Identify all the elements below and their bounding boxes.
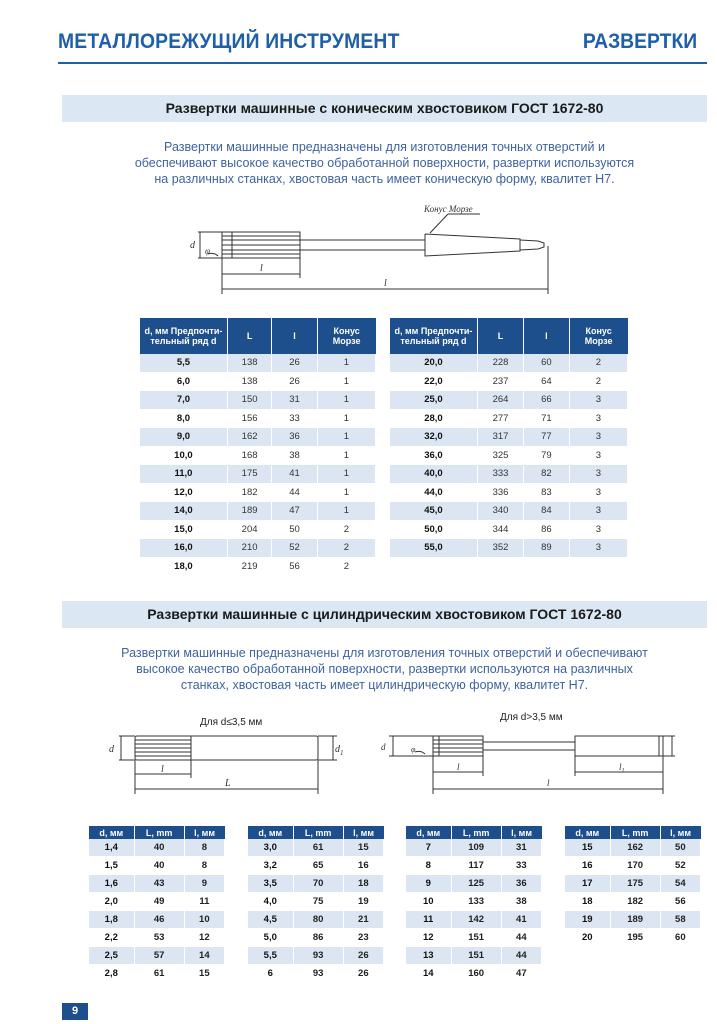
table-cell: 219 <box>227 557 271 576</box>
table-cell: 2 <box>569 372 627 391</box>
table-row <box>140 372 376 391</box>
table-row <box>565 839 701 857</box>
table-row <box>89 929 225 947</box>
col-header: l, мм <box>184 826 224 839</box>
table-cell: 160 <box>451 965 501 983</box>
table-cell: 21 <box>343 911 383 929</box>
table-row <box>390 539 628 558</box>
table-cell: 57 <box>134 947 184 965</box>
page-number: 9 <box>62 1003 88 1020</box>
table-cell: 151 <box>451 947 501 965</box>
table-cell: 333 <box>477 465 523 484</box>
drawing-large-caption: Для d>3,5 мм <box>500 712 563 723</box>
table-cell: 3 <box>569 391 627 410</box>
table-cell: 10 <box>406 893 451 911</box>
table-cell: 61 <box>293 839 343 857</box>
table-cell: 195 <box>610 929 660 947</box>
table-cell: 189 <box>227 502 271 521</box>
table-cell: 15 <box>343 839 383 857</box>
l-label: l <box>161 764 164 775</box>
table-row <box>140 409 376 428</box>
table-cell: 336 <box>477 483 523 502</box>
table-cell: 6 <box>248 965 293 983</box>
table-row <box>89 893 225 911</box>
table-cell: 77 <box>524 428 570 447</box>
table-cell: 55,0 <box>390 539 477 558</box>
table-row <box>565 857 701 875</box>
table-cell: 151 <box>451 929 501 947</box>
col-header: d, мм <box>406 826 451 839</box>
table-cell: 19 <box>565 911 610 929</box>
table-cell: 18 <box>565 893 610 911</box>
d-label: d <box>381 742 386 752</box>
table-cell: 1,8 <box>89 911 134 929</box>
table-row <box>89 947 225 965</box>
table-cell: 340 <box>477 502 523 521</box>
table-cell: 189 <box>610 911 660 929</box>
table-cell: 41 <box>501 911 541 929</box>
table-cell: 43 <box>134 875 184 893</box>
table-cell: 109 <box>451 839 501 857</box>
table-cell: 3,0 <box>248 839 293 857</box>
table-row <box>390 502 628 521</box>
table-cell: 182 <box>610 893 660 911</box>
table-cell: 18 <box>343 875 383 893</box>
table-cell: 2 <box>317 520 375 539</box>
table-cell: 86 <box>524 520 570 539</box>
table-cell: 33 <box>272 409 317 428</box>
table-cell: 19 <box>343 893 383 911</box>
table-cell: 325 <box>477 446 523 465</box>
table-cell: 117 <box>451 857 501 875</box>
table-cell: 9,0 <box>140 428 227 447</box>
table-row <box>390 391 628 410</box>
table-cell: 1 <box>317 502 375 521</box>
table-row <box>140 354 376 372</box>
table-cell: 17 <box>565 875 610 893</box>
table-cell: 277 <box>477 409 523 428</box>
col-header: Конус Морзе <box>317 318 375 354</box>
col-header: d, мм Предпочти-тельный ряд d <box>140 318 227 354</box>
table-row <box>248 875 384 893</box>
table-cell: 3,5 <box>248 875 293 893</box>
phi-label: φ <box>205 246 210 256</box>
table-cell: 79 <box>524 446 570 465</box>
table-cell: 14 <box>184 947 224 965</box>
col-header: L <box>227 318 271 354</box>
table-cell: 26 <box>343 965 383 983</box>
table-cell: 7 <box>406 839 451 857</box>
col-header: d, мм <box>565 826 610 839</box>
table-cell: 38 <box>501 893 541 911</box>
page-header-section: РАЗВЕРТКИ <box>582 30 697 53</box>
table-row <box>390 428 628 447</box>
table-row <box>406 893 542 911</box>
table-cell: 82 <box>524 465 570 484</box>
table-row <box>140 446 376 465</box>
col-header: L, mm <box>451 826 501 839</box>
table-cell: 56 <box>272 557 317 576</box>
table-cell: 3 <box>569 428 627 447</box>
table-cell: 15 <box>565 839 610 857</box>
table-cell: 14 <box>406 965 451 983</box>
table-cell: 20 <box>565 929 610 947</box>
table-cell: 12,0 <box>140 483 227 502</box>
table-cell: 3 <box>569 539 627 558</box>
L-label: l <box>547 778 550 788</box>
table-cell: 9 <box>184 875 224 893</box>
table-cell: 2,5 <box>89 947 134 965</box>
l1-main: l <box>619 762 622 772</box>
table-row <box>140 391 376 410</box>
table-cell: 133 <box>451 893 501 911</box>
table-cell: 26 <box>343 947 383 965</box>
table-cell: 237 <box>477 372 523 391</box>
table-cell: 40 <box>134 857 184 875</box>
table-cell: 66 <box>524 391 570 410</box>
table-cell: 3 <box>569 446 627 465</box>
table-cell: 125 <box>451 875 501 893</box>
table-cell: 12 <box>406 929 451 947</box>
section2-description <box>62 645 707 693</box>
col-header: d, мм <box>89 826 134 839</box>
table-row <box>406 839 542 857</box>
table-cell: 1 <box>317 391 375 410</box>
table-row <box>406 911 542 929</box>
d-label: d <box>109 744 114 755</box>
table-cell: 70 <box>293 875 343 893</box>
table-cell: 5,0 <box>248 929 293 947</box>
table-cell: 2 <box>317 539 375 558</box>
table-cell: 228 <box>477 354 523 372</box>
table-cell: 75 <box>293 893 343 911</box>
L-label: l <box>384 278 387 289</box>
table-cell: 7,0 <box>140 391 227 410</box>
table-cell: 50 <box>660 839 700 857</box>
table-cell: 52 <box>272 539 317 558</box>
table-cell: 1 <box>317 465 375 484</box>
table-row <box>565 929 701 947</box>
table-cell: 162 <box>610 839 660 857</box>
table-cell: 28,0 <box>390 409 477 428</box>
section1-description-line: обеспечивают высокое качество обработанной поверхности, развертки используются <box>134 156 635 170</box>
table-cell: 61 <box>134 965 184 983</box>
table-row <box>248 947 384 965</box>
col-header: l <box>524 318 570 354</box>
table-cell: 2,2 <box>89 929 134 947</box>
table-row <box>89 839 225 857</box>
table-cell: 36,0 <box>390 446 477 465</box>
table-row <box>140 520 376 539</box>
col-header: L, mm <box>293 826 343 839</box>
phi-label: φ <box>411 745 416 754</box>
table-cell: 84 <box>524 502 570 521</box>
table-cell: 64 <box>524 372 570 391</box>
section1-description-line: Развертки машинные предназначены для изготовления точных отверстий и <box>164 140 605 154</box>
table-cell: 8 <box>184 839 224 857</box>
table-cell: 40,0 <box>390 465 477 484</box>
table-cell: 168 <box>227 446 271 465</box>
table-cell: 1,4 <box>89 839 134 857</box>
table-cell: 45,0 <box>390 502 477 521</box>
table-cell: 8 <box>184 857 224 875</box>
table-row <box>406 875 542 893</box>
table-row <box>248 893 384 911</box>
table-row <box>140 465 376 484</box>
table-cell: 2 <box>317 557 375 576</box>
table-row <box>248 857 384 875</box>
table-cell: 46 <box>134 911 184 929</box>
table-cell: 44,0 <box>390 483 477 502</box>
table-cell: 142 <box>451 911 501 929</box>
table-row <box>406 857 542 875</box>
table-cell: 93 <box>293 947 343 965</box>
table-cell: 10,0 <box>140 446 227 465</box>
col-header: L, mm <box>134 826 184 839</box>
table-cell: 93 <box>293 965 343 983</box>
table-cell: 162 <box>227 428 271 447</box>
table-cell: 26 <box>272 372 317 391</box>
table-cell: 1 <box>317 354 375 372</box>
table-cell: 31 <box>272 391 317 410</box>
table-cell: 11,0 <box>140 465 227 484</box>
table-cell: 5,5 <box>248 947 293 965</box>
d-label: d <box>190 240 195 251</box>
table-cell: 138 <box>227 372 271 391</box>
table-cell: 22,0 <box>390 372 477 391</box>
table-cell: 40 <box>134 839 184 857</box>
table-row <box>89 911 225 929</box>
table-cell: 3 <box>569 502 627 521</box>
table-cell: 1,5 <box>89 857 134 875</box>
section2-description-line: Развертки машинные предназначены для изготовления точных отверстий и обеспечивают <box>121 646 648 660</box>
table-cell: 60 <box>524 354 570 372</box>
table-cell: 47 <box>272 502 317 521</box>
table-cell: 47 <box>501 965 541 983</box>
table-cell: 1 <box>317 446 375 465</box>
table-cell: 14,0 <box>140 502 227 521</box>
table-cell: 8,0 <box>140 409 227 428</box>
table-cell: 53 <box>134 929 184 947</box>
table-cell: 9 <box>406 875 451 893</box>
taper-table-left <box>140 318 376 576</box>
table-cell: 13 <box>406 947 451 965</box>
taper-label: Конус Морзе <box>424 204 473 214</box>
table-cell: 23 <box>343 929 383 947</box>
table-row <box>390 409 628 428</box>
table-cell: 210 <box>227 539 271 558</box>
col-header: L, mm <box>610 826 660 839</box>
table-row <box>406 965 542 983</box>
table-row <box>89 857 225 875</box>
table-cell: 5,5 <box>140 354 227 372</box>
table-cell: 49 <box>134 893 184 911</box>
table-cell: 6,0 <box>140 372 227 391</box>
table-cell: 2,0 <box>89 893 134 911</box>
table-row <box>406 929 542 947</box>
table-row <box>140 502 376 521</box>
table-row <box>565 875 701 893</box>
table-cell: 18,0 <box>140 557 227 576</box>
table-cell: 80 <box>293 911 343 929</box>
table-cell: 38 <box>272 446 317 465</box>
col-header: Конус Морзе <box>569 318 627 354</box>
table-cell: 11 <box>406 911 451 929</box>
table-row <box>248 911 384 929</box>
table-cell: 352 <box>477 539 523 558</box>
taper-shank-reamer-drawing <box>180 196 560 298</box>
table-cell: 1 <box>317 372 375 391</box>
cyl-table-1 <box>89 826 225 983</box>
table-cell: 56 <box>660 893 700 911</box>
table-row <box>89 875 225 893</box>
l-label: l <box>457 762 460 772</box>
table-cell: 50 <box>272 520 317 539</box>
section1-description <box>62 139 707 187</box>
table-cell: 175 <box>227 465 271 484</box>
table-cell: 89 <box>524 539 570 558</box>
table-cell: 1,6 <box>89 875 134 893</box>
table-cell: 52 <box>660 857 700 875</box>
table-cell: 175 <box>610 875 660 893</box>
table-cell: 150 <box>227 391 271 410</box>
table-cell: 3 <box>569 483 627 502</box>
L-label: L <box>225 778 231 789</box>
drawing-small-caption: Для d≤3,5 мм <box>200 717 263 728</box>
col-header: L <box>477 318 523 354</box>
table-row <box>140 539 376 558</box>
col-header: l <box>272 318 317 354</box>
section2-description-line: высокое качество обработанной поверхности, развертки используются на различных <box>136 662 633 676</box>
d1-main: d <box>335 744 340 755</box>
table-row <box>406 947 542 965</box>
small-reamer-drawing <box>105 728 350 798</box>
table-row <box>565 893 701 911</box>
col-header: l, мм <box>343 826 383 839</box>
table-row <box>390 372 628 391</box>
table-row <box>390 446 628 465</box>
table-cell: 25,0 <box>390 391 477 410</box>
table-cell: 15 <box>184 965 224 983</box>
table-row <box>390 465 628 484</box>
table-cell: 16 <box>565 857 610 875</box>
table-cell: 344 <box>477 520 523 539</box>
l1-sub: 1 <box>621 768 625 774</box>
table-cell: 1 <box>317 428 375 447</box>
table-cell: 12 <box>184 929 224 947</box>
table-cell: 20,0 <box>390 354 477 372</box>
table-cell: 264 <box>477 391 523 410</box>
cyl-table-2 <box>248 826 384 983</box>
cyl-table-3 <box>406 826 542 983</box>
table-cell: 4,5 <box>248 911 293 929</box>
table-cell: 3 <box>569 520 627 539</box>
table-cell: 10 <box>184 911 224 929</box>
table-cell: 33 <box>501 857 541 875</box>
cyl-table-4 <box>565 826 701 947</box>
l-label: l <box>260 263 263 274</box>
table-cell: 44 <box>272 483 317 502</box>
table-cell: 58 <box>660 911 700 929</box>
table-row <box>390 520 628 539</box>
col-header: d, мм Предпочти-тельный ряд d <box>390 318 477 354</box>
col-header: l, мм <box>501 826 541 839</box>
table-cell: 26 <box>272 354 317 372</box>
page-header-title: МЕТАЛЛОРЕЖУЩИЙ ИНСТРУМЕНТ <box>58 30 400 53</box>
table-cell: 11 <box>184 893 224 911</box>
table-cell: 1 <box>317 483 375 502</box>
table-cell: 170 <box>610 857 660 875</box>
table-cell: 2 <box>569 354 627 372</box>
table-row <box>140 557 376 576</box>
table-cell: 71 <box>524 409 570 428</box>
table-row <box>248 929 384 947</box>
table-row <box>390 354 628 372</box>
table-cell: 31 <box>501 839 541 857</box>
table-cell: 41 <box>272 465 317 484</box>
table-row <box>390 483 628 502</box>
table-cell: 50,0 <box>390 520 477 539</box>
d1-label <box>335 744 344 757</box>
section2-title: Развертки машинные с цилиндрическим хвостовиком ГОСТ 1672-80 <box>62 601 707 628</box>
table-cell: 36 <box>501 875 541 893</box>
table-cell: 3 <box>569 409 627 428</box>
col-header: l, мм <box>660 826 700 839</box>
table-row <box>565 911 701 929</box>
table-cell: 16,0 <box>140 539 227 558</box>
table-cell: 138 <box>227 354 271 372</box>
section2-description-line: станках, хвостовая часть имеет цилиндрическую форму, квалитет Н7. <box>180 678 589 692</box>
table-row <box>89 965 225 983</box>
table-cell: 32,0 <box>390 428 477 447</box>
table-cell: 8 <box>406 857 451 875</box>
table-cell: 44 <box>501 947 541 965</box>
table-cell: 3,2 <box>248 857 293 875</box>
table-cell: 2,8 <box>89 965 134 983</box>
table-cell: 317 <box>477 428 523 447</box>
table-cell: 65 <box>293 857 343 875</box>
table-cell: 83 <box>524 483 570 502</box>
section1-description-line: на различных станках, хвостовая часть имеет коническую форму, квалитет Н7. <box>154 172 615 186</box>
table-cell: 156 <box>227 409 271 428</box>
table-cell: 204 <box>227 520 271 539</box>
large-reamer-drawing <box>375 722 675 802</box>
table-row <box>140 428 376 447</box>
table-cell: 182 <box>227 483 271 502</box>
section1-title: Развертки машинные с коническим хвостовиком ГОСТ 1672-80 <box>62 95 707 122</box>
table-cell: 1 <box>317 409 375 428</box>
d1-sub: 1 <box>340 749 344 757</box>
col-header: d, мм <box>248 826 293 839</box>
table-cell: 4,0 <box>248 893 293 911</box>
table-cell: 54 <box>660 875 700 893</box>
header-divider <box>58 62 707 64</box>
taper-table-right <box>390 318 628 558</box>
table-cell: 15,0 <box>140 520 227 539</box>
table-cell: 60 <box>660 929 700 947</box>
table-cell: 3 <box>569 465 627 484</box>
table-row <box>248 839 384 857</box>
table-row <box>248 965 384 983</box>
table-cell: 16 <box>343 857 383 875</box>
table-row <box>140 483 376 502</box>
table-cell: 86 <box>293 929 343 947</box>
table-cell: 44 <box>501 929 541 947</box>
table-cell: 36 <box>272 428 317 447</box>
